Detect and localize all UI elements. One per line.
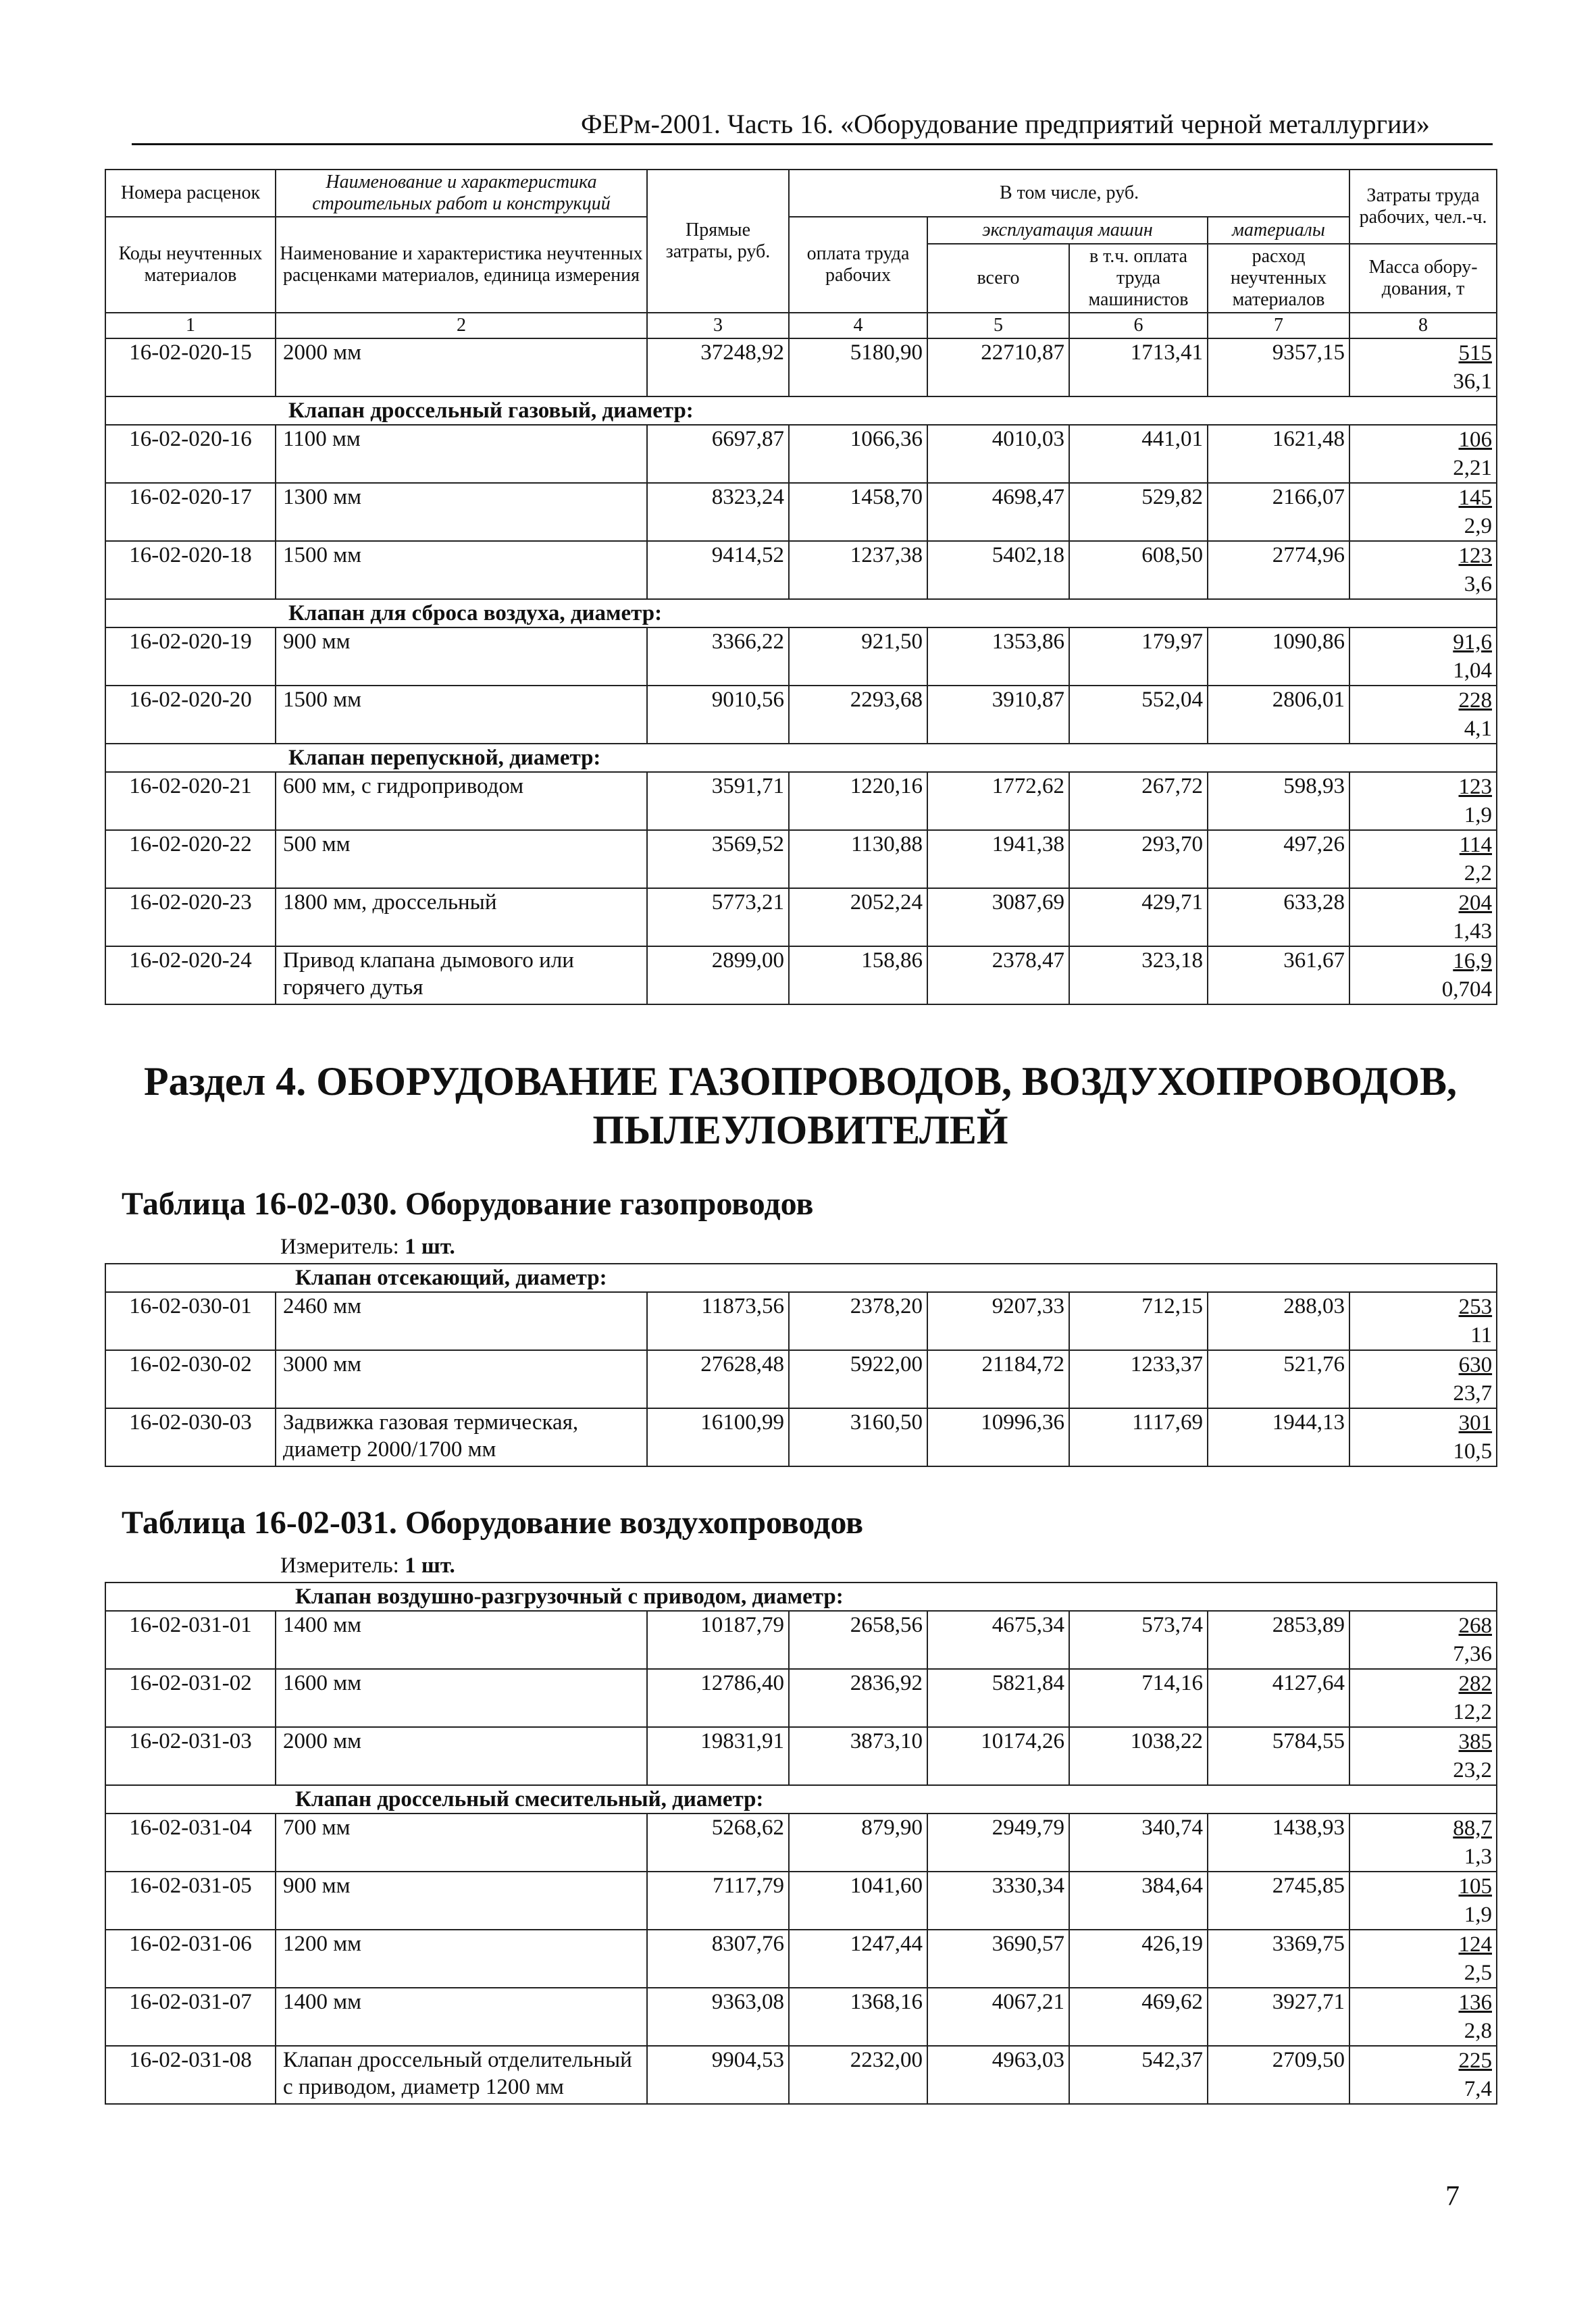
table-row — [105, 483, 1497, 541]
rate-code: 16-02-031-07 — [105, 1988, 276, 2046]
labor-and-mass — [1349, 425, 1497, 483]
rate-code: 16-02-020-20 — [105, 686, 276, 744]
col-labor-pay: оплата труда рабочих — [789, 217, 927, 313]
materials-cost: 2745,85 — [1208, 1872, 1349, 1930]
table-row — [105, 1611, 1497, 1669]
labor-cost: 88,7 — [1453, 1816, 1492, 1841]
rate-code: 16-02-020-16 — [105, 425, 276, 483]
labor-pay: 1130,88 — [789, 830, 927, 888]
col-direct-costs: Прямые затраты, руб. — [647, 170, 789, 313]
table-row — [105, 627, 1497, 686]
equipment-mass: 1,9 — [1464, 1903, 1492, 1927]
direct-costs: 10187,79 — [647, 1611, 789, 1669]
machine-costs: 3690,57 — [927, 1930, 1069, 1988]
labor-pay: 921,50 — [789, 627, 927, 686]
machine-costs: 5402,18 — [927, 541, 1069, 599]
labor-cost: 268 — [1458, 1614, 1492, 1638]
labor-cost: 385 — [1458, 1730, 1492, 1754]
direct-costs: 3569,52 — [647, 830, 789, 888]
labor-cost: 16,9 — [1453, 949, 1493, 973]
labor-and-mass — [1349, 1292, 1497, 1350]
item-name: 600 мм, с гидроприводом — [276, 772, 647, 830]
machine-costs: 3910,87 — [927, 686, 1069, 744]
table-030-body — [105, 1264, 1497, 1466]
rate-code: 16-02-020-17 — [105, 483, 276, 541]
labor-cost: 123 — [1458, 775, 1493, 799]
machinist-pay: 340,74 — [1069, 1814, 1208, 1872]
materials-cost: 3927,71 — [1208, 1988, 1349, 2046]
meter-value: 1 шт. — [405, 1553, 455, 1578]
labor-cost: 91,6 — [1453, 630, 1493, 654]
direct-costs: 6697,87 — [647, 425, 789, 483]
table-row — [105, 1814, 1497, 1872]
section-heading: Раздел 4. ОБОРУДОВАНИЕ ГАЗОПРОВОДОВ, ВОЗДУХОПРОВОДОВ, ПЫЛЕУЛОВИТЕЛЕЙ — [143, 1059, 1458, 1152]
equipment-mass: 12,2 — [1453, 1700, 1492, 1724]
equipment-mass: 2,2 — [1464, 861, 1493, 885]
direct-costs: 2899,00 — [647, 946, 789, 1004]
direct-costs: 9010,56 — [647, 686, 789, 744]
machinist-pay: 714,16 — [1069, 1669, 1208, 1727]
item-name: 1500 мм — [276, 541, 647, 599]
table-row — [105, 2046, 1497, 2104]
materials-cost: 3369,75 — [1208, 1930, 1349, 1988]
labor-and-mass — [1349, 541, 1497, 599]
labor-and-mass — [1349, 2046, 1497, 2104]
materials-cost: 633,28 — [1208, 888, 1349, 946]
machinist-pay: 552,04 — [1069, 686, 1208, 744]
table-row — [105, 1292, 1497, 1350]
direct-costs: 8323,24 — [647, 483, 789, 541]
rate-code: 16-02-031-05 — [105, 1872, 276, 1930]
group-title: Клапан перепускной, диаметр: — [105, 744, 1497, 772]
equipment-mass: 36,1 — [1453, 369, 1493, 394]
table-030-meter — [280, 1235, 455, 1260]
machine-costs: 4675,34 — [927, 1611, 1069, 1669]
labor-and-mass — [1349, 946, 1497, 1004]
equipment-mass: 23,7 — [1453, 1381, 1493, 1406]
machine-costs: 4010,03 — [927, 425, 1069, 483]
materials-cost: 1621,48 — [1208, 425, 1349, 483]
item-name: 900 мм — [276, 1872, 647, 1930]
equipment-mass: 11 — [1470, 1323, 1493, 1347]
labor-and-mass — [1349, 1930, 1497, 1988]
item-name: 1500 мм — [276, 686, 647, 744]
machinist-pay: 1117,69 — [1069, 1408, 1208, 1466]
materials-cost: 9357,15 — [1208, 338, 1349, 396]
table-row — [105, 541, 1497, 599]
direct-costs: 8307,76 — [647, 1930, 789, 1988]
equipment-mass: 2,8 — [1464, 2019, 1492, 2043]
col-number: 8 — [1349, 313, 1497, 338]
labor-pay: 1237,38 — [789, 541, 927, 599]
direct-costs: 19831,91 — [647, 1727, 789, 1785]
table-row — [105, 946, 1497, 1004]
equipment-mass: 23,2 — [1453, 1758, 1492, 1782]
col-name-works: Наименование и характеристика строительных работ и конструкций — [276, 170, 647, 217]
page-number: 7 — [1445, 2181, 1460, 2212]
item-name: 1200 мм — [276, 1930, 647, 1988]
labor-pay: 1041,60 — [789, 1872, 927, 1930]
rate-code: 16-02-031-04 — [105, 1814, 276, 1872]
labor-and-mass — [1349, 1611, 1497, 1669]
equipment-mass: 1,9 — [1464, 803, 1493, 827]
labor-pay: 1220,16 — [789, 772, 927, 830]
labor-cost: 301 — [1458, 1411, 1493, 1435]
machine-costs: 4067,21 — [927, 1988, 1069, 2046]
labor-cost: 136 — [1458, 1990, 1492, 2015]
materials-cost: 2853,89 — [1208, 1611, 1349, 1669]
labor-pay: 1458,70 — [789, 483, 927, 541]
materials-cost: 2709,50 — [1208, 2046, 1349, 2104]
machine-costs: 9207,33 — [927, 1292, 1069, 1350]
group-header-row — [105, 744, 1497, 772]
labor-and-mass — [1349, 1350, 1497, 1408]
equipment-mass: 2,21 — [1453, 456, 1493, 480]
item-name: 3000 мм — [276, 1350, 647, 1408]
labor-and-mass — [1349, 1727, 1497, 1785]
col-machine-total: всего — [927, 244, 1069, 313]
direct-costs: 37248,92 — [647, 338, 789, 396]
labor-cost: 204 — [1458, 891, 1493, 915]
materials-cost: 2774,96 — [1208, 541, 1349, 599]
labor-pay: 1066,36 — [789, 425, 927, 483]
machine-costs: 1772,62 — [927, 772, 1069, 830]
equipment-mass: 1,43 — [1453, 919, 1493, 944]
item-name: 1800 мм, дроссельный — [276, 888, 647, 946]
labor-and-mass — [1349, 1988, 1497, 2046]
col-equipment-mass: Масса обору-дования, т — [1349, 244, 1497, 313]
labor-and-mass — [1349, 888, 1497, 946]
equipment-mass: 2,9 — [1464, 514, 1493, 538]
labor-pay: 2052,24 — [789, 888, 927, 946]
item-name: 700 мм — [276, 1814, 647, 1872]
labor-cost: 114 — [1459, 833, 1493, 857]
col-number: 2 — [276, 313, 647, 338]
machinist-pay: 426,19 — [1069, 1930, 1208, 1988]
rate-code: 16-02-031-02 — [105, 1669, 276, 1727]
equipment-mass: 7,36 — [1453, 1642, 1492, 1666]
machine-costs: 2949,79 — [927, 1814, 1069, 1872]
table-row — [105, 1930, 1497, 1988]
machinist-pay: 608,50 — [1069, 541, 1208, 599]
labor-and-mass — [1349, 483, 1497, 541]
table-row — [105, 1350, 1497, 1408]
item-name: Задвижка газовая термическая, диаметр 2000/1700 мм — [276, 1408, 647, 1466]
item-name: 2000 мм — [276, 338, 647, 396]
machine-costs: 10174,26 — [927, 1727, 1069, 1785]
table-row — [105, 1727, 1497, 1785]
labor-and-mass — [1349, 1814, 1497, 1872]
rate-code: 16-02-030-02 — [105, 1350, 276, 1408]
labor-pay: 1247,44 — [789, 1930, 927, 1988]
equipment-mass: 7,4 — [1464, 2077, 1492, 2101]
col-labor-cost: Затраты труда рабочих, чел.-ч. — [1349, 170, 1497, 244]
labor-pay: 3873,10 — [789, 1727, 927, 1785]
materials-cost: 288,03 — [1208, 1292, 1349, 1350]
labor-cost: 228 — [1458, 688, 1493, 713]
machinist-pay: 323,18 — [1069, 946, 1208, 1004]
direct-costs: 9904,53 — [647, 2046, 789, 2104]
materials-cost: 598,93 — [1208, 772, 1349, 830]
labor-pay: 879,90 — [789, 1814, 927, 1872]
item-name: Клапан дроссельный отделительный с приводом, диаметр 1200 мм — [276, 2046, 647, 2104]
labor-pay: 158,86 — [789, 946, 927, 1004]
machine-costs: 2378,47 — [927, 946, 1069, 1004]
labor-pay: 2378,20 — [789, 1292, 927, 1350]
item-name: 1400 мм — [276, 1988, 647, 2046]
table-031-body — [105, 1583, 1497, 2104]
table-row — [105, 772, 1497, 830]
machinist-pay: 179,97 — [1069, 627, 1208, 686]
labor-and-mass — [1349, 627, 1497, 686]
running-header: ФЕРм-2001. Часть 16. «Оборудование предприятий черной металлургии» — [581, 109, 1430, 139]
machinist-pay: 1713,41 — [1069, 338, 1208, 396]
labor-cost: 630 — [1458, 1353, 1493, 1377]
direct-costs: 11873,56 — [647, 1292, 789, 1350]
direct-costs: 5268,62 — [647, 1814, 789, 1872]
main-table-body — [105, 338, 1497, 1004]
col-number: 6 — [1069, 313, 1208, 338]
table-row — [105, 425, 1497, 483]
item-name: 900 мм — [276, 627, 647, 686]
direct-costs: 9414,52 — [647, 541, 789, 599]
group-header-row — [105, 1785, 1497, 1814]
rate-code: 16-02-020-19 — [105, 627, 276, 686]
materials-cost: 521,76 — [1208, 1350, 1349, 1408]
labor-cost: 225 — [1458, 2049, 1492, 2073]
materials-cost: 1090,86 — [1208, 627, 1349, 686]
rate-code: 16-02-020-21 — [105, 772, 276, 830]
equipment-mass: 4,1 — [1464, 717, 1493, 741]
labor-cost: 145 — [1458, 486, 1493, 510]
rate-code: 16-02-031-03 — [105, 1727, 276, 1785]
item-name: Привод клапана дымового или горячего дутья — [276, 946, 647, 1004]
rate-code: 16-02-020-22 — [105, 830, 276, 888]
item-name: 1100 мм — [276, 425, 647, 483]
col-number: 1 — [105, 313, 276, 338]
table-row — [105, 888, 1497, 946]
materials-cost: 2806,01 — [1208, 686, 1349, 744]
machinist-pay: 429,71 — [1069, 888, 1208, 946]
rate-code: 16-02-020-15 — [105, 338, 276, 396]
materials-cost: 5784,55 — [1208, 1727, 1349, 1785]
table-row — [105, 1988, 1497, 2046]
col-number: 5 — [927, 313, 1069, 338]
col-number: 3 — [647, 313, 789, 338]
labor-cost: 253 — [1458, 1295, 1493, 1319]
labor-and-mass — [1349, 1872, 1497, 1930]
machinist-pay: 1038,22 — [1069, 1727, 1208, 1785]
direct-costs: 9363,08 — [647, 1988, 789, 2046]
labor-and-mass — [1349, 830, 1497, 888]
group-title: Клапан отсекающий, диаметр: — [105, 1264, 1497, 1292]
labor-cost: 124 — [1458, 1932, 1492, 1957]
labor-pay: 2658,56 — [789, 1611, 927, 1669]
main-rates-table — [105, 169, 1497, 1005]
machine-costs: 3087,69 — [927, 888, 1069, 946]
direct-costs: 3591,71 — [647, 772, 789, 830]
col-number: 4 — [789, 313, 927, 338]
machinist-pay: 542,37 — [1069, 2046, 1208, 2104]
col-number: 7 — [1208, 313, 1349, 338]
labor-cost: 515 — [1458, 341, 1493, 365]
materials-cost: 1438,93 — [1208, 1814, 1349, 1872]
direct-costs: 16100,99 — [647, 1408, 789, 1466]
col-name-materials: Наименование и характеристика неучтенных расценками материалов, единица измерения — [276, 217, 647, 313]
table-row — [105, 338, 1497, 396]
item-name: 500 мм — [276, 830, 647, 888]
table-031 — [105, 1582, 1497, 2105]
equipment-mass: 2,5 — [1464, 1961, 1492, 1985]
table-row — [105, 830, 1497, 888]
rate-code: 16-02-030-03 — [105, 1408, 276, 1466]
labor-and-mass — [1349, 338, 1497, 396]
labor-and-mass — [1349, 772, 1497, 830]
materials-cost: 2166,07 — [1208, 483, 1349, 541]
labor-pay: 5922,00 — [789, 1350, 927, 1408]
direct-costs: 5773,21 — [647, 888, 789, 946]
machinist-pay: 1233,37 — [1069, 1350, 1208, 1408]
table-row — [105, 686, 1497, 744]
machine-costs: 4963,03 — [927, 2046, 1069, 2104]
direct-costs: 7117,79 — [647, 1872, 789, 1930]
table-header — [105, 170, 1497, 338]
equipment-mass: 1,04 — [1453, 659, 1493, 683]
group-header-row — [105, 1583, 1497, 1611]
labor-cost: 123 — [1458, 544, 1493, 568]
rate-code: 16-02-031-08 — [105, 2046, 276, 2104]
item-name: 1600 мм — [276, 1669, 647, 1727]
machinist-pay: 469,62 — [1069, 1988, 1208, 2046]
col-rate-numbers: Номера расценок — [105, 170, 276, 217]
rate-code: 16-02-031-01 — [105, 1611, 276, 1669]
col-machinist-pay: в т.ч. оплата труда машинистов — [1069, 244, 1208, 313]
table-030 — [105, 1263, 1497, 1467]
table-row — [105, 1669, 1497, 1727]
machine-costs: 5821,84 — [927, 1669, 1069, 1727]
equipment-mass: 1,3 — [1464, 1845, 1492, 1869]
labor-pay: 1368,16 — [789, 1988, 927, 2046]
labor-and-mass — [1349, 1669, 1497, 1727]
rate-code: 16-02-020-18 — [105, 541, 276, 599]
machinist-pay: 384,64 — [1069, 1872, 1208, 1930]
labor-cost: 105 — [1458, 1874, 1492, 1899]
item-name: 2460 мм — [276, 1292, 647, 1350]
materials-cost: 4127,64 — [1208, 1669, 1349, 1727]
labor-cost: 106 — [1458, 428, 1493, 452]
machinist-pay: 267,72 — [1069, 772, 1208, 830]
equipment-mass: 3,6 — [1464, 572, 1493, 596]
table-031-meter — [280, 1553, 455, 1578]
direct-costs: 12786,40 — [647, 1669, 789, 1727]
col-unaccounted-codes: Коды неучтенных материалов — [105, 217, 276, 313]
materials-cost: 1944,13 — [1208, 1408, 1349, 1466]
rate-code: 16-02-030-01 — [105, 1292, 276, 1350]
machine-costs: 21184,72 — [927, 1350, 1069, 1408]
meter-label: Измеритель: — [280, 1553, 399, 1578]
labor-pay: 5180,90 — [789, 338, 927, 396]
group-header-row — [105, 599, 1497, 627]
machine-costs: 3330,34 — [927, 1872, 1069, 1930]
machinist-pay: 293,70 — [1069, 830, 1208, 888]
item-name: 1300 мм — [276, 483, 647, 541]
group-header-row — [105, 1264, 1497, 1292]
materials-cost: 361,67 — [1208, 946, 1349, 1004]
machinist-pay: 573,74 — [1069, 1611, 1208, 1669]
col-machine-operation: эксплуатация машин — [927, 217, 1208, 244]
materials-cost: 497,26 — [1208, 830, 1349, 888]
rate-code: 16-02-031-06 — [105, 1930, 276, 1988]
rate-code: 16-02-020-24 — [105, 946, 276, 1004]
machinist-pay: 529,82 — [1069, 483, 1208, 541]
labor-and-mass — [1349, 686, 1497, 744]
labor-cost: 282 — [1458, 1672, 1492, 1696]
labor-pay: 2232,00 — [789, 2046, 927, 2104]
equipment-mass: 0,704 — [1441, 977, 1493, 1002]
meter-value: 1 шт. — [405, 1235, 455, 1259]
machine-costs: 10996,36 — [927, 1408, 1069, 1466]
col-materials-use: расход неучтенных материалов — [1208, 244, 1349, 313]
group-title: Клапан дроссельный смесительный, диаметр: — [105, 1785, 1497, 1814]
item-name: 1400 мм — [276, 1611, 647, 1669]
group-title: Клапан дроссельный газовый, диаметр: — [105, 396, 1497, 425]
table-031-title: Таблица 16-02-031. Оборудование воздухопроводов — [122, 1505, 864, 1541]
labor-and-mass — [1349, 1408, 1497, 1466]
machinist-pay: 712,15 — [1069, 1292, 1208, 1350]
labor-pay: 3160,50 — [789, 1408, 927, 1466]
machinist-pay: 441,01 — [1069, 425, 1208, 483]
table-row — [105, 1408, 1497, 1466]
machine-costs: 1941,38 — [927, 830, 1069, 888]
table-row — [105, 1872, 1497, 1930]
machine-costs: 22710,87 — [927, 338, 1069, 396]
col-materials: материалы — [1208, 217, 1349, 244]
group-title: Клапан воздушно-разгрузочный с приводом, диаметр: — [105, 1583, 1497, 1611]
rate-code: 16-02-020-23 — [105, 888, 276, 946]
item-name: 2000 мм — [276, 1727, 647, 1785]
machine-costs: 4698,47 — [927, 483, 1069, 541]
equipment-mass: 10,5 — [1453, 1439, 1493, 1464]
col-including: В том числе, руб. — [789, 170, 1349, 217]
meter-label: Измеритель: — [280, 1235, 399, 1259]
labor-pay: 2836,92 — [789, 1669, 927, 1727]
direct-costs: 27628,48 — [647, 1350, 789, 1408]
header-rule — [132, 143, 1493, 145]
table-030-title: Таблица 16-02-030. Оборудование газопроводов — [122, 1186, 814, 1222]
group-header-row — [105, 396, 1497, 425]
machine-costs: 1353,86 — [927, 627, 1069, 686]
labor-pay: 2293,68 — [789, 686, 927, 744]
group-title: Клапан для сброса воздуха, диаметр: — [105, 599, 1497, 627]
direct-costs: 3366,22 — [647, 627, 789, 686]
